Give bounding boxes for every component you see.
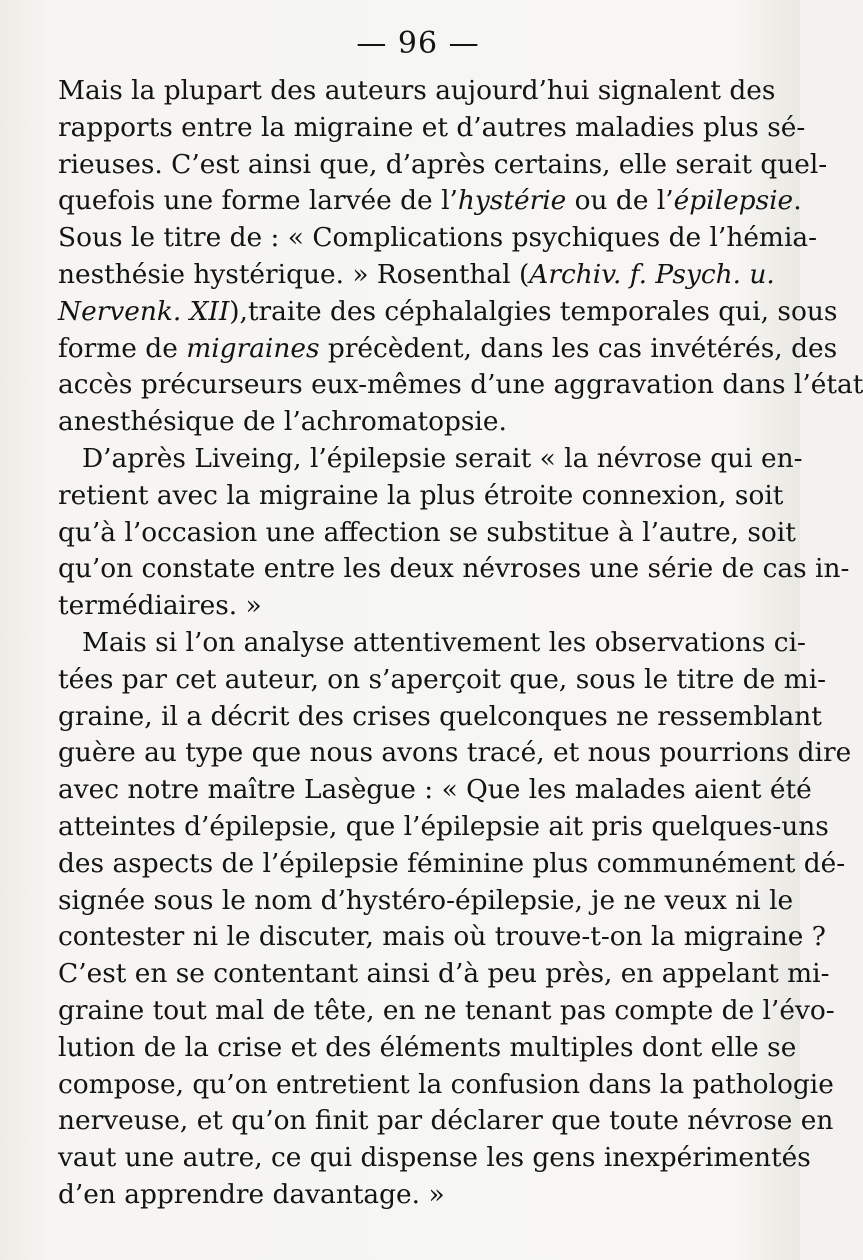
text-line: atteintes d’épilepsie, que l’épilepsie ait pris quelques-uns bbox=[58, 810, 829, 842]
text-line: Sous le titre de : « Complications psychiques de l’hémia- bbox=[58, 222, 818, 254]
page-number: — 96 — bbox=[356, 26, 480, 61]
paragraph bbox=[58, 625, 852, 1214]
text-line: vaut une autre, ce qui dispense les gens inexpérimentés bbox=[58, 1142, 811, 1174]
text-line: nesthésie hystérique. » Rosenthal (Archiv. f. Psych. u. bbox=[58, 258, 775, 290]
text-line: des aspects de l’épilepsie féminine plus communément dé- bbox=[58, 847, 846, 879]
text-line: D’après Liveing, l’épilepsie serait « la névrose qui en- bbox=[82, 442, 803, 474]
text-line: compose, qu’on entretient la confusion dans la pathologie bbox=[58, 1068, 834, 1100]
text-line: Mais la plupart des auteurs aujourd’hui signalent des bbox=[58, 75, 776, 106]
text-line: Nervenk. XII),traite des céphalalgies temporales qui, sous bbox=[58, 295, 838, 327]
text-line: guère au type que nous avons tracé, et nous pourrions dire bbox=[58, 737, 852, 769]
text-line: accès précurseurs eux-mêmes d’une aggravation dans l’état bbox=[58, 369, 863, 401]
text-line: rapports entre la migraine et d’autres maladies plus sé- bbox=[58, 111, 806, 143]
text-line: contester ni le discuter, mais où trouve-t-on la migraine ? bbox=[58, 921, 826, 953]
text-line: signée sous le nom d’hystéro-épilepsie, je ne veux ni le bbox=[58, 884, 794, 916]
text-line: tées par cet auteur, on s’aperçoit que, sous le titre de mi- bbox=[58, 663, 827, 695]
paragraph bbox=[58, 73, 863, 441]
text-line: anesthésique de l’achromatopsie. bbox=[58, 406, 507, 438]
body-text bbox=[58, 73, 863, 1214]
text-line: quefois une forme larvée de l’hystérie ou de l’épilepsie. bbox=[58, 185, 802, 217]
text-line: Mais si l’on analyse attentivement les observations ci- bbox=[82, 626, 806, 658]
text-line: avec notre maître Lasègue : « Que les malades aient été bbox=[58, 774, 812, 806]
text-line: forme de migraines précèdent, dans les cas invétérés, des bbox=[58, 332, 838, 364]
text-line: C’est en se contentant ainsi d’à peu près, en appelant mi- bbox=[58, 958, 830, 990]
paragraph bbox=[58, 441, 850, 625]
text-line: graine, il a décrit des crises quelconques ne ressemblant bbox=[58, 700, 822, 732]
text-line: qu’à l’occasion une affection se substitue à l’autre, soit bbox=[58, 516, 796, 548]
text-line: nerveuse, et qu’on finit par déclarer que toute névrose en bbox=[58, 1105, 834, 1137]
text-line: retient avec la migraine la plus étroite connexion, soit bbox=[58, 479, 784, 511]
text-line: graine tout mal de tête, en ne tenant pas compte de l’évo- bbox=[58, 994, 835, 1026]
text-line: d’en apprendre davantage. » bbox=[58, 1178, 445, 1210]
text-line: termédiaires. » bbox=[58, 590, 262, 622]
text-line: lution de la crise et des éléments multiples dont elle se bbox=[58, 1031, 797, 1063]
text-line: qu’on constate entre les deux névroses une série de cas in- bbox=[58, 553, 850, 585]
text-line: rieuses. C’est ainsi que, d’après certains, elle serait quel- bbox=[58, 148, 828, 180]
